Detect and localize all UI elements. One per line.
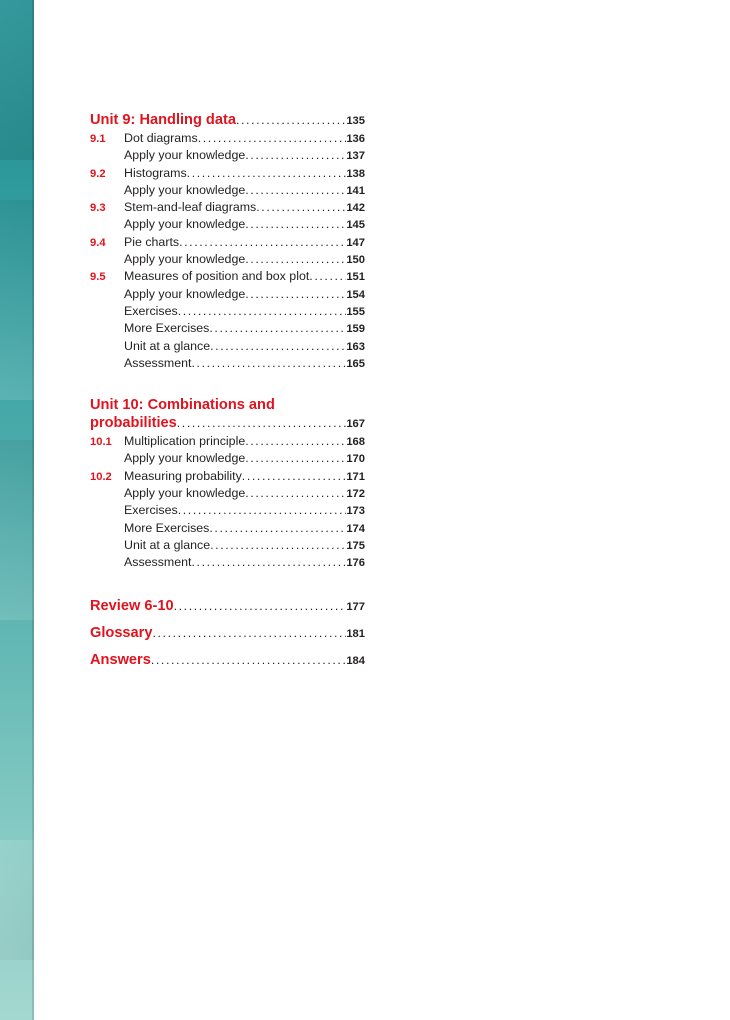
entry-page: 170 (346, 453, 365, 466)
entry-page: 174 (346, 522, 365, 535)
entry-title: More Exercises (124, 520, 210, 535)
entry-page: 141 (346, 184, 365, 197)
toc-entry[interactable] (90, 130, 365, 147)
entry-title: Apply your knowledge (124, 148, 246, 163)
toc-entry[interactable] (90, 234, 365, 251)
unit-9-title: Unit 9: Handling data (90, 112, 236, 128)
entry-title: Measuring probability (124, 468, 242, 483)
toc-entry[interactable] (90, 537, 365, 554)
toc-entry[interactable] (90, 268, 365, 285)
section-number: 9.3 (90, 202, 106, 215)
toc-entry[interactable] (90, 485, 365, 502)
section-number: 9.2 (90, 167, 106, 180)
entry-title: Histograms (124, 165, 187, 180)
entry-title: Apply your knowledge (124, 286, 246, 301)
entry-page: 168 (346, 436, 365, 449)
answers-entry[interactable] (90, 651, 365, 670)
toc-entry[interactable] (90, 450, 365, 467)
entry-page: 155 (346, 305, 365, 318)
entry-page: 172 (346, 488, 365, 501)
answers-title: Answers (90, 651, 151, 668)
entry-page: 142 (346, 202, 365, 215)
entry-title: Unit at a glance (124, 537, 211, 552)
toc-entry[interactable] (90, 554, 365, 571)
entry-page: 136 (346, 133, 365, 145)
entry-page: 171 (346, 470, 365, 483)
entry-title: Exercises (124, 503, 178, 518)
entry-title: Multiplication principle (124, 434, 246, 449)
glossary-page: 181 (346, 627, 365, 640)
unit-10-title-line2: probabilities (90, 415, 177, 432)
toc-entry[interactable] (90, 320, 365, 337)
toc-entry[interactable] (90, 355, 365, 372)
entry-page: 147 (346, 236, 365, 249)
unit-10-page: 167 (346, 418, 365, 431)
entry-page: 138 (346, 167, 365, 180)
unit-9-page: 135 (346, 115, 365, 127)
entry-title: Apply your knowledge (124, 451, 246, 466)
entry-page: 165 (346, 357, 365, 370)
toc-entry[interactable] (90, 147, 365, 164)
entry-page: 159 (346, 323, 365, 336)
entry-title: Exercises (124, 303, 178, 318)
glossary-title: Glossary (90, 624, 153, 641)
unit-10-heading[interactable] (90, 414, 365, 433)
toc-entry[interactable] (90, 433, 365, 450)
entry-title: Stem-and-leaf diagrams (124, 200, 257, 215)
toc-entry[interactable] (90, 338, 365, 355)
toc-entry[interactable] (90, 303, 365, 320)
entry-title: Unit at a glance (124, 338, 211, 353)
toc-entry[interactable] (90, 502, 365, 519)
toc-entry[interactable] (90, 182, 365, 199)
review-page: 177 (346, 600, 365, 613)
section-number: 10.1 (90, 436, 112, 449)
entry-title: Pie charts (124, 234, 180, 249)
entry-title: Apply your knowledge (124, 252, 246, 267)
toc-entry[interactable] (90, 165, 365, 182)
review-entry[interactable] (90, 597, 365, 616)
entry-page: 150 (346, 254, 365, 267)
entry-title: Apply your knowledge (124, 217, 246, 232)
entry-page: 154 (346, 288, 365, 301)
review-title: Review 6-10 (90, 597, 174, 614)
entry-title: More Exercises (124, 321, 210, 336)
glossary-entry[interactable] (90, 624, 365, 643)
entry-page: 173 (346, 505, 365, 518)
entry-title: Dot diagrams (124, 131, 198, 145)
entry-title: Apply your knowledge (124, 486, 246, 501)
entry-page: 176 (346, 557, 365, 570)
entry-page: 151 (346, 271, 365, 284)
unit-9-heading[interactable] (90, 111, 365, 130)
unit-10-title-line1[interactable]: Unit 10: Combinations and (90, 397, 275, 414)
teal-page-border (0, 0, 34, 1020)
table-of-contents (90, 111, 365, 670)
entry-page: 137 (346, 150, 365, 163)
entry-title: Apply your knowledge (124, 182, 246, 197)
section-number: 9.1 (90, 133, 106, 145)
toc-entry[interactable] (90, 468, 365, 485)
toc-entry[interactable] (90, 199, 365, 216)
entry-title: Assessment (124, 355, 192, 370)
toc-entry[interactable] (90, 520, 365, 537)
entry-page: 175 (346, 539, 365, 552)
section-number: 9.4 (90, 236, 106, 249)
entry-page: 145 (346, 219, 365, 232)
entry-page: 163 (346, 340, 365, 353)
section-number: 9.5 (90, 271, 106, 284)
entry-title: Measures of position and box plot (124, 269, 310, 284)
answers-page: 184 (346, 654, 365, 667)
section-number: 10.2 (90, 470, 112, 483)
toc-entry[interactable] (90, 216, 365, 233)
toc-entry[interactable] (90, 286, 365, 303)
entry-title: Assessment (124, 555, 192, 570)
toc-entry[interactable] (90, 251, 365, 268)
